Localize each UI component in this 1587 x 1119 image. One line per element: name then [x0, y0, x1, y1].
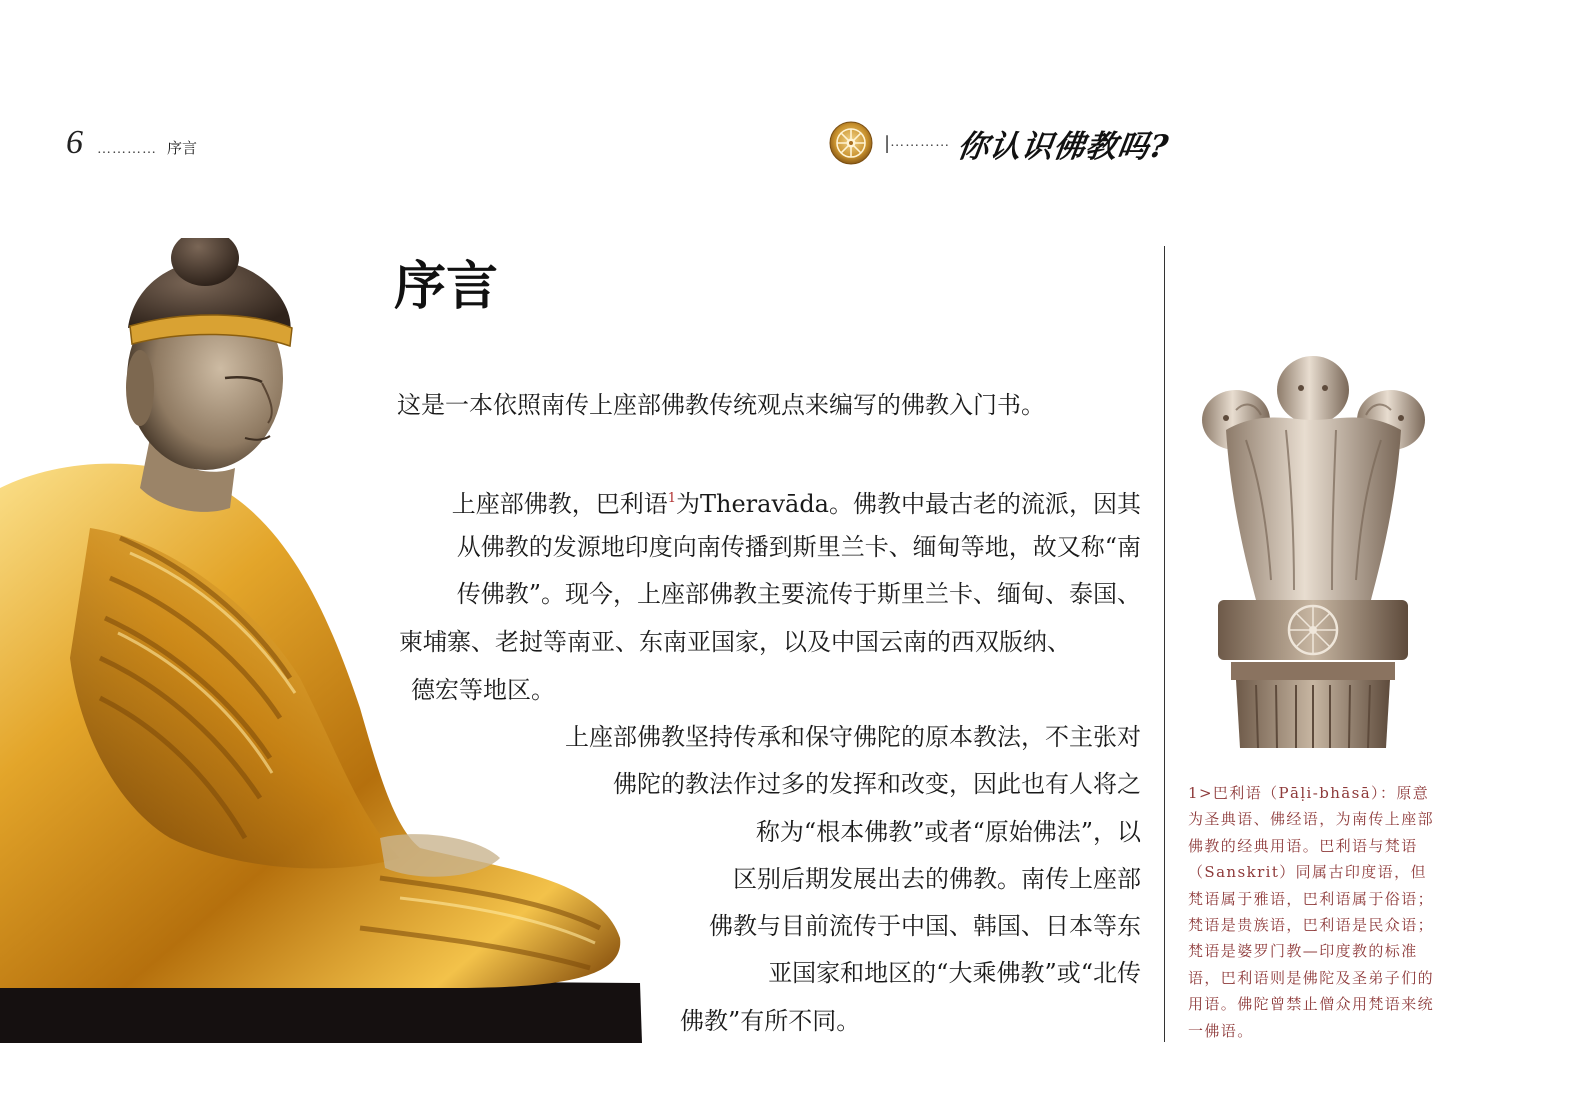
- paragraph-2-line-5: 德宏等地区。: [411, 676, 555, 704]
- running-header-left: [66, 124, 197, 162]
- paragraph-3-line-4: 区别后期发展出去的佛教。南传上座部: [733, 865, 1141, 893]
- paragraph-2-line-3: 传佛教”。现今，上座部佛教主要流传于斯里兰卡、缅甸、泰国、: [456, 580, 1141, 608]
- dharma-wheel-icon: [828, 120, 874, 166]
- paragraph-3-line-2: 佛陀的教法作过多的发挥和改变，因此也有人将之: [613, 770, 1141, 798]
- header-section-label: 序言: [167, 139, 198, 157]
- paragraph-3-line-5: 佛教与目前流传于中国、韩国、日本等东: [709, 912, 1141, 940]
- header-separator: |: [884, 132, 891, 154]
- paragraph-3-line-1: 上座部佛教坚持传承和保守佛陀的原本教法，不主张对: [565, 723, 1141, 751]
- footnote-marker[interactable]: 1: [667, 491, 676, 506]
- intro-line: 这是一本依照南传上座部佛教传统观点来编写的佛教入门书。: [397, 391, 1045, 419]
- header-leader-dots-right: …………: [890, 135, 951, 150]
- p2-line1-text-a: 上座部佛教，巴利语: [451, 490, 668, 518]
- running-header-right: [828, 120, 1172, 166]
- p2-line1-text-b: 为Theravāda。佛教中最古老的流派，因其: [676, 490, 1141, 518]
- paragraph-3-line-7: 佛教”有所不同。: [680, 1007, 861, 1035]
- paragraph-3-line-3: 称为“根本佛教”或者“原始佛法”，以: [755, 818, 1141, 846]
- lion-capital-image: [1196, 350, 1430, 748]
- page-number: 6: [66, 124, 83, 161]
- book-title: 你认识佛教吗?: [955, 128, 1172, 165]
- column-divider: [1164, 246, 1165, 1042]
- paragraph-2-line-1: [452, 484, 1141, 519]
- footnote-text: 1>巴利语（Pāḷi-bhāsā）：原意为圣典语、佛经语，为南传上座部佛教的经典用语。巴利语与梵语（Sanskrit）同属古印度语，但梵语属于雅语，巴利语属于俗语；梵语是贵族语，巴利语是民众语；梵语是婆罗门教—印度教的标准语，巴利语则是佛陀及圣弟子们的用语。佛陀曾禁止僧众用梵语来统一佛语。: [1188, 784, 1435, 1040]
- page-title: 序言: [394, 256, 499, 317]
- paragraph-2-line-2: 从佛教的发源地印度向南传播到斯里兰卡、缅甸等地，故又称“南: [456, 533, 1141, 561]
- paragraph-3-line-6: 亚国家和地区的“大乘佛教”或“北传: [768, 959, 1141, 987]
- header-leader-dots-left: …………: [97, 142, 157, 157]
- paragraph-2-line-4: 柬埔寨、老挝等南亚、东南亚国家，以及中国云南的西双版纳、: [399, 628, 1071, 656]
